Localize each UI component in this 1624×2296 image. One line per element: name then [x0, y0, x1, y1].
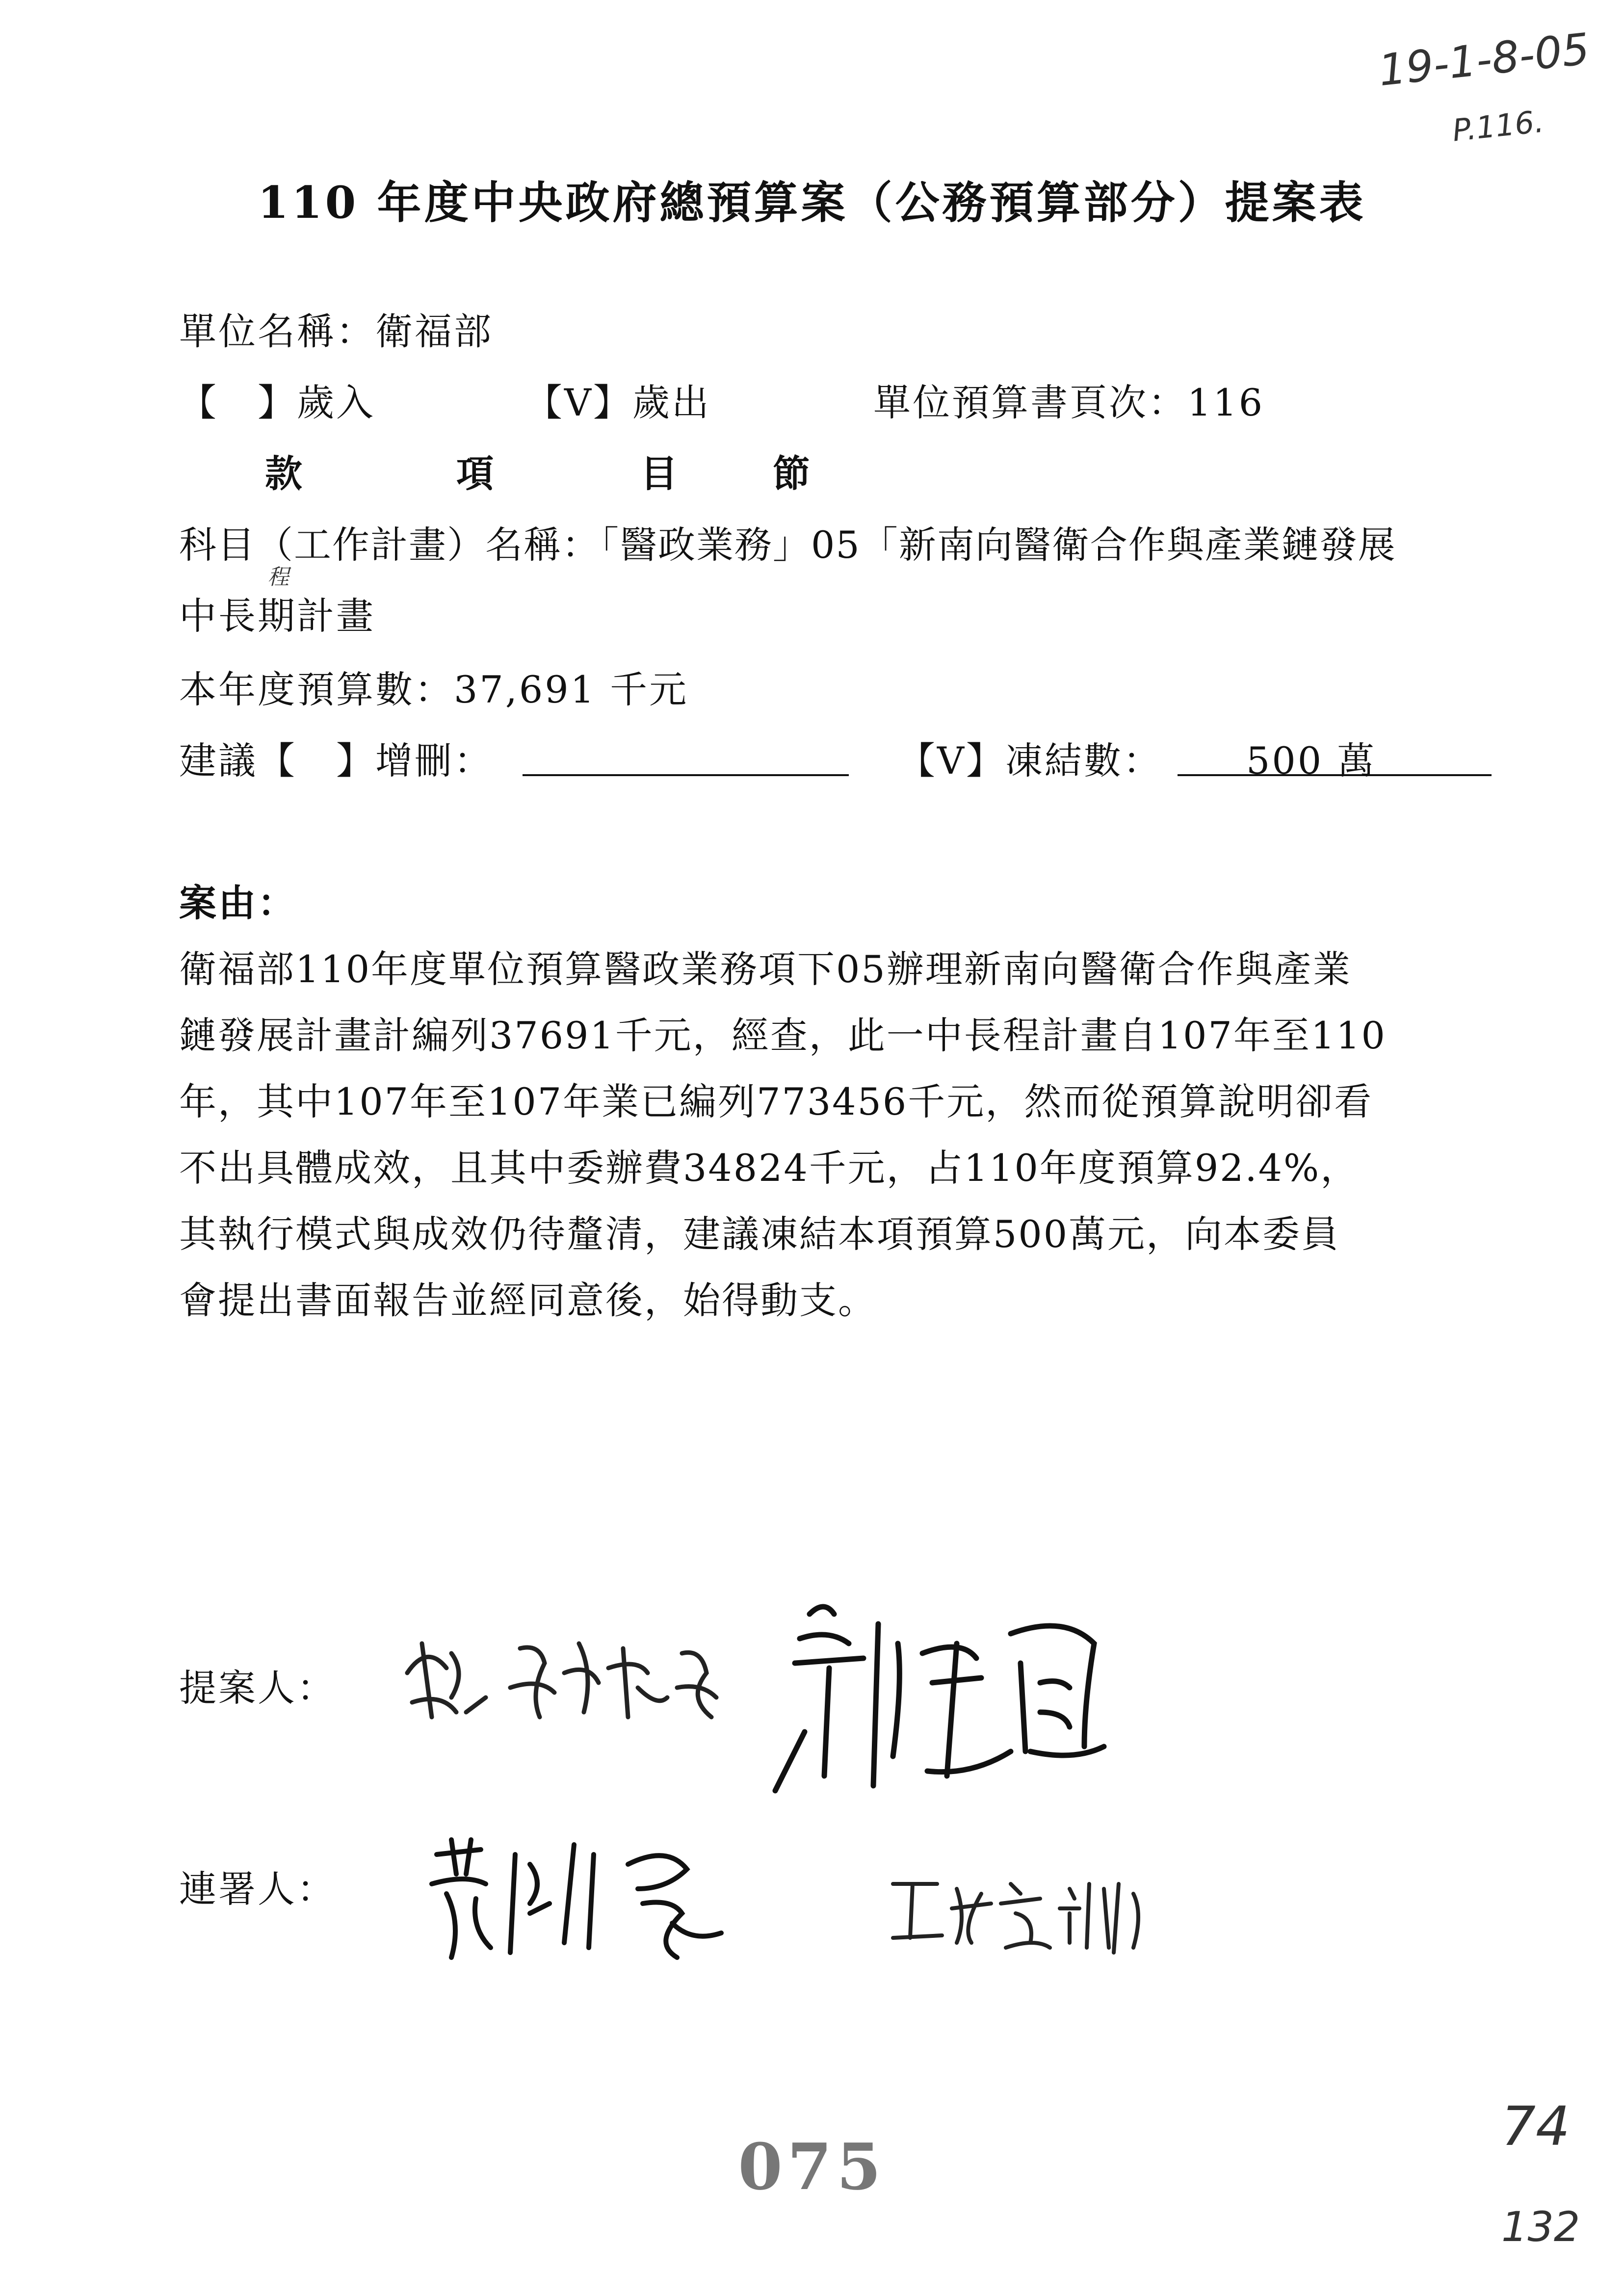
- category-mu: 目: [640, 452, 680, 496]
- handwritten-number-1: 74: [1501, 2095, 1570, 2158]
- cosigner-signature-2: [883, 1864, 1158, 1962]
- cosigner-signature-1: [417, 1825, 751, 1972]
- freeze-label: 【V】凍結數：: [898, 739, 1162, 783]
- cosigner-label: 連署人：: [179, 1867, 336, 1911]
- category-xiang: 項: [456, 452, 496, 496]
- reason-line-4: 不出具體成效，且其中委辦費34824千元，占110年度預算92.4%，: [179, 1146, 1360, 1190]
- proposer-signature-1: [393, 1614, 756, 1742]
- reason-line-3: 年，其中107年至107年業已編列773456千元，然而從預算說明卻看: [179, 1080, 1373, 1123]
- category-kuan: 款: [265, 452, 304, 496]
- reason-line-2: 鏈發展計畫計編列37691千元，經查，此一中長程計畫自107年至110: [179, 1014, 1387, 1057]
- handwritten-code: 19-1-8-05: [1376, 23, 1592, 96]
- reason-line-5: 其執行模式與成效仍待釐清，建議凍結本項預算500萬元，向本委員: [179, 1212, 1340, 1256]
- add-delete-blank: [523, 774, 849, 776]
- proposer-signature-2: [765, 1585, 1138, 1830]
- reason-label: 案由：: [179, 881, 297, 925]
- freeze-blank: [1178, 774, 1492, 776]
- reason-line-1: 衛福部110年度單位預算醫政業務項下05辦理新南向醫衛合作與產業: [179, 947, 1352, 991]
- subject-handwritten-insert: 程: [267, 565, 289, 590]
- page-number-stamp: 075: [738, 2129, 886, 2204]
- freeze-value: 500 萬: [1246, 739, 1377, 783]
- proposer-label: 提案人：: [179, 1666, 336, 1710]
- unit-name: 單位名稱：衛福部: [179, 310, 493, 353]
- handwritten-page-ref: P.116.: [1450, 103, 1545, 149]
- subject-name-line2: 中長期計畫: [179, 594, 375, 638]
- checkbox-expenditure: 【V】歲出: [525, 381, 711, 424]
- reason-line-6: 會提出書面報告並經同意後，始得動支。: [179, 1278, 877, 1322]
- page-title: 110 年度中央政府總預算案（公務預算部分）提案表: [258, 177, 1366, 229]
- handwritten-number-2: 132: [1501, 2203, 1580, 2251]
- checkbox-revenue: 【 】歲入: [179, 381, 375, 424]
- suggestion-add-delete: 建議【 】增刪：: [179, 739, 493, 783]
- budget-page-ref: 單位預算書頁次：116: [873, 381, 1265, 424]
- category-jie: 節: [773, 452, 812, 496]
- budget-amount: 本年度預算數：37,691 千元: [179, 668, 689, 711]
- subject-name-line1: 科目（工作計畫）名稱：「醫政業務」05「新南向醫衛合作與產業鏈發展: [179, 523, 1396, 567]
